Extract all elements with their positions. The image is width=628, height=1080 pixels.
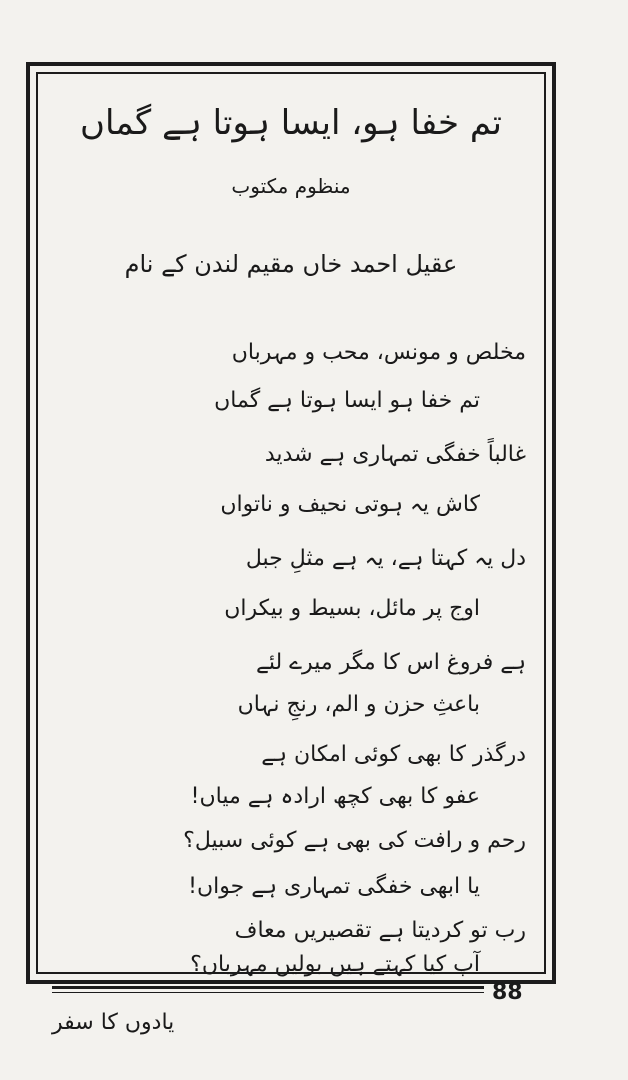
verse-line: مخلص و مونس، محب و مہرباں: [231, 340, 526, 365]
poem-dedication: عقیل احمد خاں مقیم لندن کے نام: [124, 250, 458, 278]
footer-rule-thin: [52, 992, 484, 993]
verse-line: آپ کیا کہتے ہیں بولیں مہرباں؟: [190, 952, 480, 977]
poem-title: تم خفا ہو، ایسا ہوتا ہے گماں: [80, 103, 502, 143]
poem-subtitle: منظوم مکتوب: [231, 174, 351, 198]
verse-line: دل یہ کہتا ہے، یہ ہے مثلِ جبل: [245, 546, 526, 571]
verse-line: درگذر کا بھی کوئی امکان ہے: [261, 742, 526, 767]
verse-line: اوج پر مائل، بسیط و بیکراں: [224, 596, 480, 621]
verse-line: کاش یہ ہوتی نحیف و ناتواں: [220, 492, 480, 517]
book-title: یادوں کا سفر: [52, 1010, 175, 1035]
page-number: 88: [492, 980, 523, 1005]
verse-line: رحم و رافت کی بھی ہے کوئی سبیل؟: [183, 828, 526, 853]
verse-line: ہے فروغ اس کا مگر میرے لئے: [255, 650, 526, 675]
footer-rule: [52, 986, 484, 989]
verse-line: رب تو کردیتا ہے تقصیریں معاف: [234, 918, 526, 943]
poem-content: [40, 74, 542, 977]
verse-line: یا ابھی خفگی تمہاری ہے جواں!: [188, 874, 480, 899]
verse-line: تم خفا ہو ایسا ہوتا ہے گماں: [214, 388, 480, 413]
verse-line: باعثِ حزن و الم، رنجِ نہاں: [237, 692, 480, 717]
verse-line: غالباً خفگی تمہاری ہے شدید: [264, 442, 526, 467]
verse-line: عفو کا بھی کچھ ارادہ ہے میاں!: [190, 784, 480, 809]
